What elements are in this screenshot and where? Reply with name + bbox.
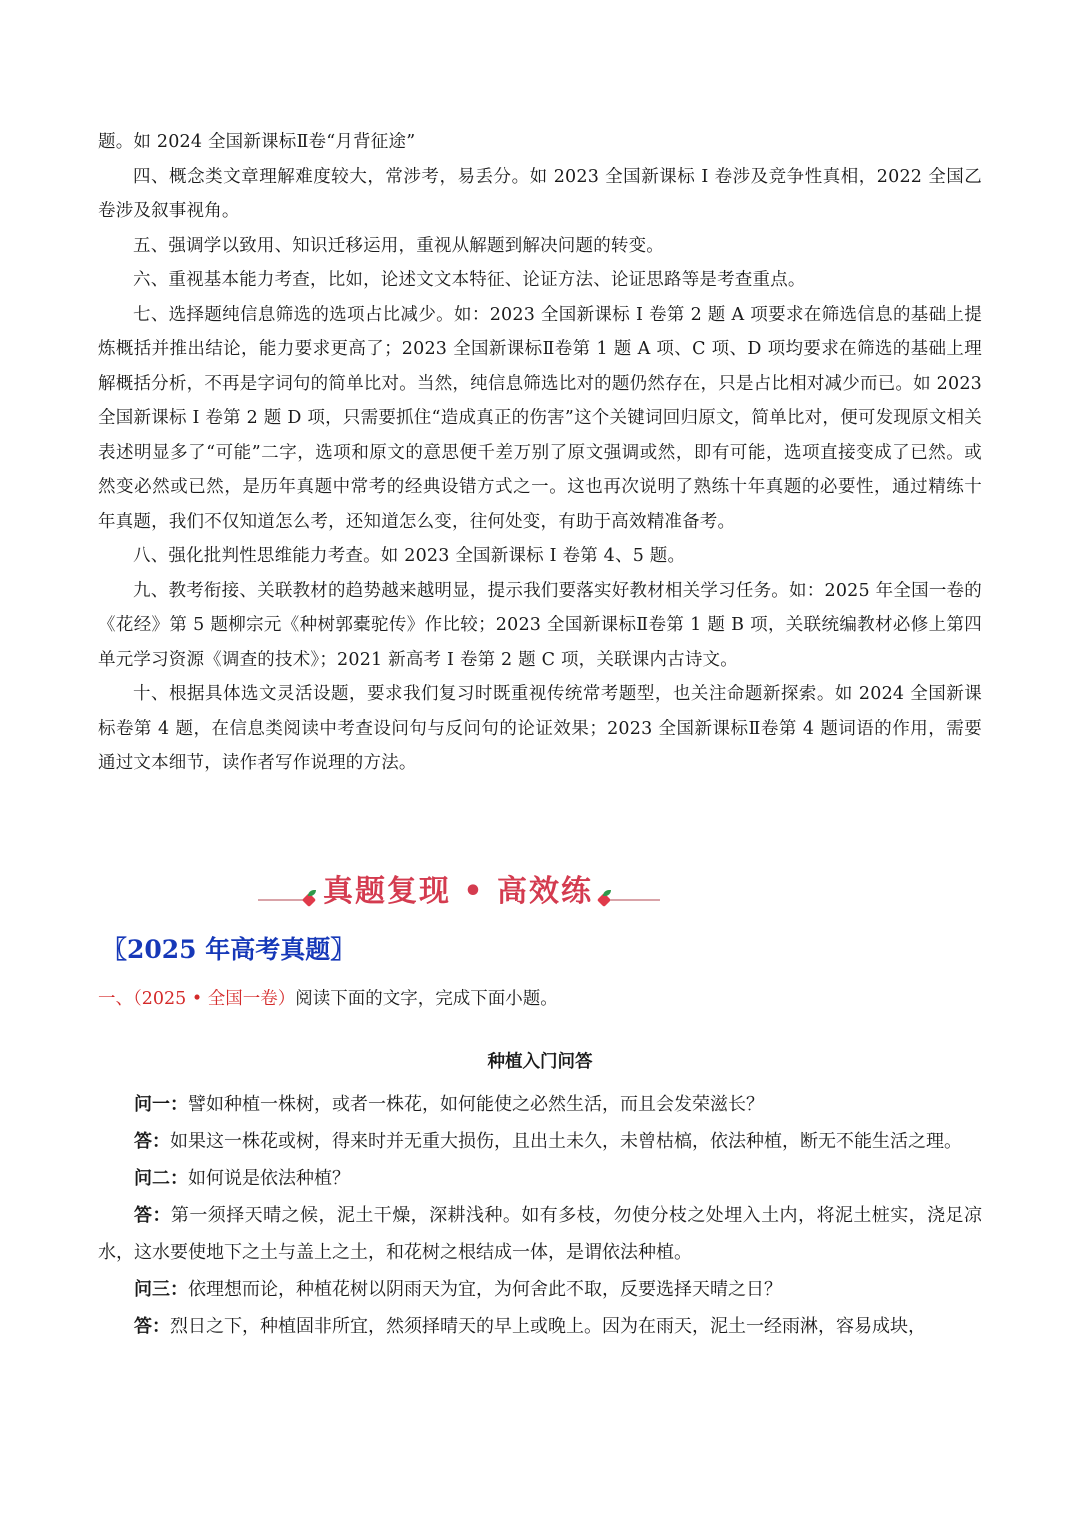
qa-text: 依理想而论，种植花树以阴雨天为宜，为何舍此不取，反要选择天晴之日？ (188, 1279, 782, 1300)
qa-text: 如何说是依法种植？ (188, 1168, 350, 1189)
qa-paragraph (98, 1160, 982, 1197)
qa-label: 问二： (134, 1168, 188, 1189)
question-source: （2025 • 全国一卷） (133, 989, 296, 1009)
section-banner (258, 864, 658, 914)
intro-paragraph: 六、重视基本能力考查，比如，论述文文本特征、论证方法、论证思路等是考查重点。 (133, 270, 806, 290)
intro-paragraph: 九、教考衔接、关联教材的趋势越来越明显，提示我们要落实好教材相关学习任务。如：2025 年全国一卷的《花经》第 5 题柳宗元《种树郭橐驼传》作比较；2023 全国新课标Ⅱ卷第 1 题 B 项，关联统编教材必修上第四单元学习资源《调查的技术》；2021 新高考 I 卷第 2 题 C 项，关联课内古诗文。 (98, 580, 982, 670)
qa-paragraph (98, 1123, 982, 1160)
qa-text: 如果这一株花或树，得来时并无重大损伤，且出土未久，未曾枯槁，依法种植，断无不能生活之理。 (170, 1131, 962, 1152)
intro-paragraph: 十、根据具体选文灵活设题，要求我们复习时既重视传统常考题型，也关注命题新探索。如 2024 全国新课标卷第 4 题，在信息类阅读中考查设问句与反问句的论证效果；2023 全国新课标Ⅱ卷第 4 题词语的作用，需要通过文本细节，读作者写作说理的方法。 (98, 684, 982, 773)
banner-title: 真题复现 • 高效练 (322, 874, 594, 909)
intro-paragraph: 题。如 2024 全国新课标Ⅱ卷“月背征途” (98, 132, 416, 152)
question-number: 一、 (98, 989, 133, 1009)
question-intro (98, 982, 558, 1016)
qa-text: 譬如种植一株树，或者一株花，如何能使之必然生活，而且会发荣滋长？ (188, 1094, 764, 1115)
qa-paragraph (98, 1308, 982, 1345)
qa-label: 问一： (134, 1094, 188, 1115)
intro-paragraph: 八、强化批判性思维能力考查。如 2023 全国新课标 I 卷第 4、5 题。 (133, 546, 686, 566)
question-instruction: 阅读下面的文字，完成下面小题。 (295, 989, 558, 1009)
qa-label: 答： (134, 1316, 170, 1337)
intro-paragraph: 五、强调学以致用、知识迁移运用，重视从解题到解决问题的转变。 (133, 235, 664, 256)
qa-paragraph (98, 1197, 982, 1271)
section-title: 〖2025 年高考真题〗 (102, 935, 356, 964)
qa-paragraph (98, 1271, 982, 1308)
qa-label: 答： (134, 1131, 170, 1152)
banner-line-right (610, 899, 660, 901)
leaf-icon (603, 890, 611, 896)
intro-paragraph: 四、概念类文章理解难度较大，常涉考，易丢分。如 2023 全国新课标 I 卷涉及竞争性真相，2022 全国乙卷涉及叙事视角。 (98, 166, 982, 221)
qa-label: 问三： (134, 1279, 188, 1300)
qa-text: 第一须择天晴之候，泥土干燥，深耕浅种。如有多枝，勿使分枝之处埋入土内，将泥土桩实，浇足凉水，这水要使地下之土与盖上之土，和花树之根结成一体，是谓依法种植。 (98, 1205, 982, 1263)
qa-paragraph (98, 1086, 982, 1123)
leaf-icon (308, 890, 316, 896)
article-title: 种植入门问答 (487, 1052, 593, 1072)
intro-section (98, 125, 982, 781)
intro-paragraph: 七、选择题纯信息筛选的选项占比减少。如：2023 全国新课标 I 卷第 2 题 A 项要求在筛选信息的基础上提炼概括并推出结论，能力要求更高了；2023 全国新课标Ⅱ卷第 1 题 A 项、C 项、D 项均要求在筛选的基础上理解概括分析，不再是字词句的简单比对。当然，纯信息筛选比对的题仍然存在，只是占比相对减少而已。如 2023 全国新课标 I 卷第 2 题 D 项，只需要抓住“造成真正的伤害”这个关键词回归原文，简单比对，便可发现原文相关表述明显多了“可能”二字，选项和原文的意思便千差万别了原文强调或然，即有可能，选项直接变成了已然。或然变必然或已然，是历年真题中常考的经典设错方式之一。这也再次说明了熟练十年真题的必要性，通过精练十年真题，我们不仅知道怎么考，还知道怎么变，往何处变，有助于高效精准备考。 (98, 304, 982, 532)
qa-text: 烈日之下，种植固非所宜，然须择晴天的早上或晚上。因为在雨天，泥土一经雨淋，容易成块， (170, 1316, 926, 1337)
qa-dialog (98, 1086, 982, 1345)
qa-label: 答： (134, 1205, 171, 1226)
